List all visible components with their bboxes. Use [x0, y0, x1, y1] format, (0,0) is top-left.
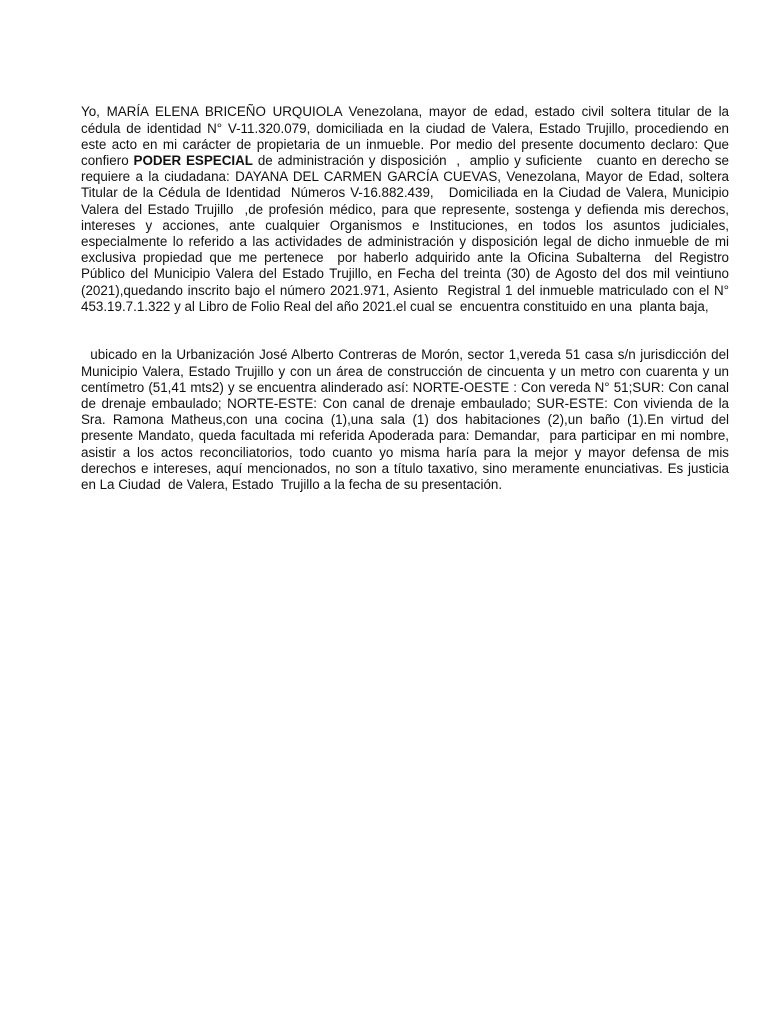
poder-especial-bold: PODER ESPECIAL	[133, 153, 253, 169]
paragraph-1-text-start: Yo, MARÍA ELENA BRICEÑO URQUIOLA Venezolana, mayor de edad, estado civil soltera titular de la cédula de identidad N° V-11.320.079, domiciliada en la ciudad de Valera, Estado Trujillo, procediendo en este acto en mi carácter de propietaria de un inmueble. Por medio del presente documento declaro: Que confiero	[81, 104, 733, 169]
paragraph-property-description: ubicado en la Urbanización José Alberto Contreras de Morón, sector 1,vereda 51 casa s/n jurisdicción del Municipio Valera, Estado Trujillo y con un área de construcción de cincuenta y un metro con cuarenta y un centímetro (51,41 mts2) y se encuentra alinderado así: NORTE-OESTE : Con vereda N° 51;SUR: Con canal de drenaje embaulado; NORTE-ESTE: Con canal de drenaje embaulado; SUR-ESTE: Con vivienda de la Sra. Ramona Matheus,con una cocina (1),una sala (1) dos habitaciones (2),un baño (1).En virtud del presente Mandato, queda facultada mi referida Apoderada para: Demandar, para participar en mi nombre, asistir a los actos reconciliatorios, todo cuanto yo misma haría para la mejor y mayor defensa de mis derechos e intereses, aquí mencionados, no son a título taxativo, sino meramente enunciativas. Es justicia en La Ciudad de Valera, Estado Trujillo a la fecha de su presentación.	[81, 347, 733, 493]
document-body	[81, 72, 733, 526]
paragraph-power-of-attorney	[81, 104, 733, 315]
paragraph-1-text-end: de administración y disposición , amplio y suficiente cuanto en derecho se requiere a la ciudadana: DAYANA DEL CARMEN GARCÍA CUEVAS, Venezolana, Mayor de Edad, soltera Titular de la Cédula de Identidad Números V-16.882.439, Domiciliada en la Ciudad de Valera, Municipio Valera del Estado Trujillo ,de profesión médico, para que represente, sostenga y defienda mis derechos, intereses y acciones, ante cualquier Organismos e Instituciones, en todos los asuntos judiciales, especialmente lo referido a las actividades de administración y disposición legal de dicho inmueble de mi exclusiva propiedad que me pertenece por haberlo adquirido ante la Oficina Subalterna del Registro Público del Municipio Valera del Estado Trujillo, en Fecha del treinta (30) de Agosto del dos mil veintiuno (2021),quedando inscrito bajo el número 2021.971, Asiento Registral 1 del inmueble matriculado con el N° 453.19.7.1.322 y al Libro de Folio Real del año 2021.el cual se encuentra constituido en una planta baja,	[81, 153, 733, 314]
